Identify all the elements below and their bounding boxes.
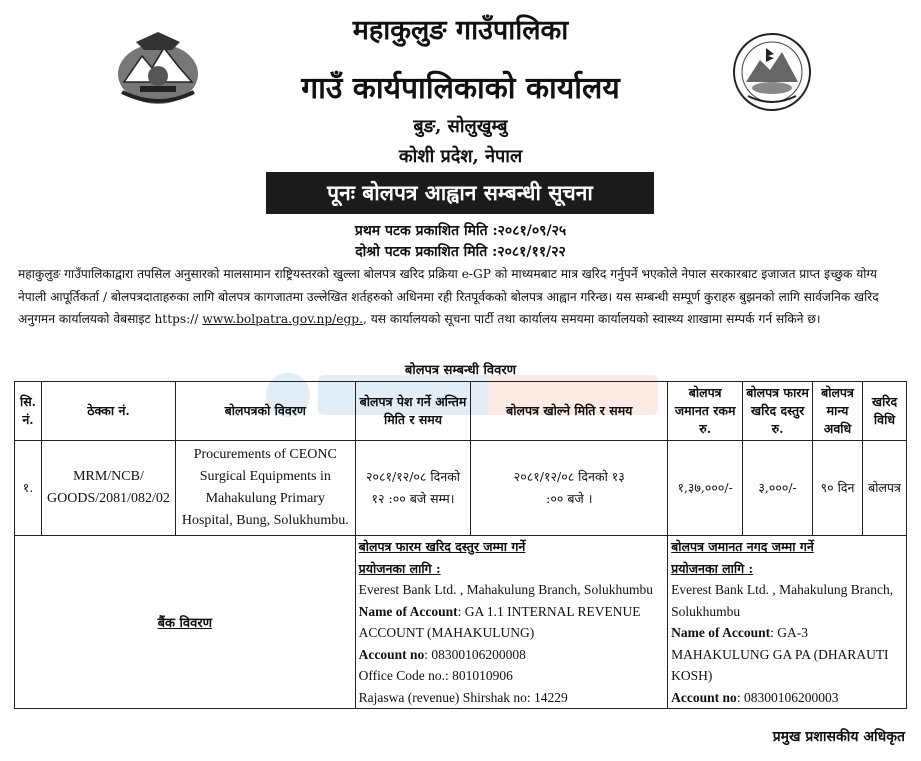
second-publication-date: दोश्रो पटक प्रकाशित मिति :२०८१/११/२२ (355, 244, 566, 260)
header-opening: बोलपत्र खोल्ने मिति र समय (471, 382, 668, 441)
row-validity: ९० दिन (813, 441, 863, 536)
row-opening: २०८१/१२/०८ दिनको १३ :०० बजे । (471, 441, 668, 536)
header-form-fee: बोलपत्र फारम खरिद दस्तुर रु. (743, 382, 813, 441)
form-fee-bank-details (355, 536, 668, 709)
header-security: बोलपत्र जमानत रकम रु. (668, 382, 743, 441)
notice-title: पूनः बोलपत्र आह्वान सम्बन्धी सूचना (266, 172, 654, 214)
header-validity: बोलपत्र मान्य अवधि (813, 382, 863, 441)
office-name: गाउँ कार्यपालिकाको कार्यालय (301, 71, 620, 106)
security-account-no-value: : 08300106200003 (736, 689, 839, 705)
form-fee-account-no (359, 644, 665, 666)
form-fee-account-no-label: Account no (358, 646, 425, 662)
header-description: बोलपत्रको विवरण (175, 382, 355, 441)
row-form-fee: ३,०००/- (743, 441, 813, 536)
security-account-name-value: : GA-3 MAHAKULUNG GA PA (DHARAUTI KOSH) (671, 625, 889, 683)
notice-paragraph (18, 263, 906, 331)
security-account-no-label: Account no (671, 689, 737, 705)
table-header-row (15, 382, 907, 441)
security-account-name-label: Name of Account (671, 625, 771, 640)
form-fee-account-no-value: : 08300106200008 (424, 646, 526, 662)
row-method: बोलपत्र (862, 441, 906, 536)
security-account-no (671, 687, 903, 709)
paragraph-text-end: , यस कार्यालयको सूचना पार्टी तथा कार्यालय समयमा कार्यालयको स्वास्थ्य शाखामा सम्पर्क गर्न सकिने छ। (362, 312, 821, 326)
municipality-name: महाकुलुङ गाउँपालिका (352, 15, 569, 46)
bank-label-text: बैंक विवरण (157, 616, 213, 631)
form-fee-bank-title: बोलपत्र फारम खरिद दस्तुर जम्मा गर्ने (358, 539, 526, 554)
form-fee-office-code: Office Code no.: 801010906 (358, 668, 513, 683)
table-row (15, 441, 907, 536)
form-fee-bank-name: Everest Bank Ltd. , Mahakulung Branch, Solukhumbu (358, 582, 653, 597)
row-description: Procurements of CEONC Surgical Equipments in Mahakulung Primary Hospital, Bung, Solukhumbu. (175, 441, 355, 536)
form-fee-shirshak: Rajaswa (revenue) Shirshak no: 14229 (358, 689, 568, 705)
header-submission: बोलपत्र पेश गर्ने अन्तिम मिति र समय (355, 382, 471, 441)
row-sn: १. (15, 441, 42, 536)
bolpatra-link[interactable]: www.bolpatra.gov.np/egp. (202, 312, 363, 326)
header-sn: सि. नं. (15, 382, 42, 441)
security-bank-title: बोलपत्र जमानत नगद जम्मा गर्ने (671, 539, 814, 554)
row-security: १,३७,०००/- (668, 441, 743, 536)
row-tender-no: MRM/NCB/ GOODS/2081/082/02 (41, 441, 175, 536)
security-bank-subtitle: प्रयोजनका लागि : (671, 560, 754, 576)
office-location: बुङ, सोलुखुम्बु (413, 116, 508, 137)
form-fee-account-name-label: Name of Account (358, 603, 458, 619)
security-account-name (671, 622, 903, 687)
bank-row (15, 536, 907, 709)
security-bank-details (668, 536, 907, 709)
office-province: कोशी प्रदेश, नेपाल (398, 146, 523, 167)
security-bank-name: Everest Bank Ltd. , Mahakulung Branch, Solukhumbu (671, 582, 894, 619)
signatory-title: प्रमुख प्रशासकीय अधिकृत (772, 729, 905, 745)
form-fee-account-name (359, 601, 665, 644)
paragraph-text: महाकुलुङ गाउँपालिकाद्वारा तपसिल अनुसारको मालसामान राष्ट्रियस्तरको खुल्ला बोलपत्र खरिद प्रक्रिया e-GP को माध्यमबाट मात्र खरिद गर्नुपर्ने भएकोले नेपाल सरकारबाट इजाजत प्राप्त इच्छुक योग्य नेपाली आपूर्तिकर्ता / बोलपत्रदाताहरुका लागि बोलपत्र कागजातमा उल्लेखित शर्तहरुको अधिनमा रही रितपूर्वकको बोलपत्र आह्वान गरिन्छ। यस सम्बन्धी सम्पूर्ण कुराहरु बुझनको लागि सार्वजनिक खरिद अनुगमन कार्यालयको वेबसाइट https:// (18, 267, 879, 326)
row-submission: २०८१/१२/०८ दिनको १२ :०० बजे सम्म। (355, 441, 471, 536)
form-fee-bank-subtitle: प्रयोजनका लागि : (358, 560, 441, 576)
bank-details-label (15, 536, 356, 709)
table-caption: बोलपत्र सम्बन्धी विवरण (404, 363, 517, 378)
letterhead (0, 0, 921, 170)
first-publication-date: प्रथम पटक प्रकाशित मिति :२०८१/०९/२५ (354, 223, 567, 239)
header-method: खरिद विधि (862, 382, 906, 441)
bid-details-table (14, 381, 907, 709)
form-fee-account-name-value: : GA 1.1 INTERNAL REVENUE ACCOUNT (MAHAKULUNG) (358, 603, 641, 640)
header-tender-no: ठेक्का नं. (41, 382, 175, 441)
